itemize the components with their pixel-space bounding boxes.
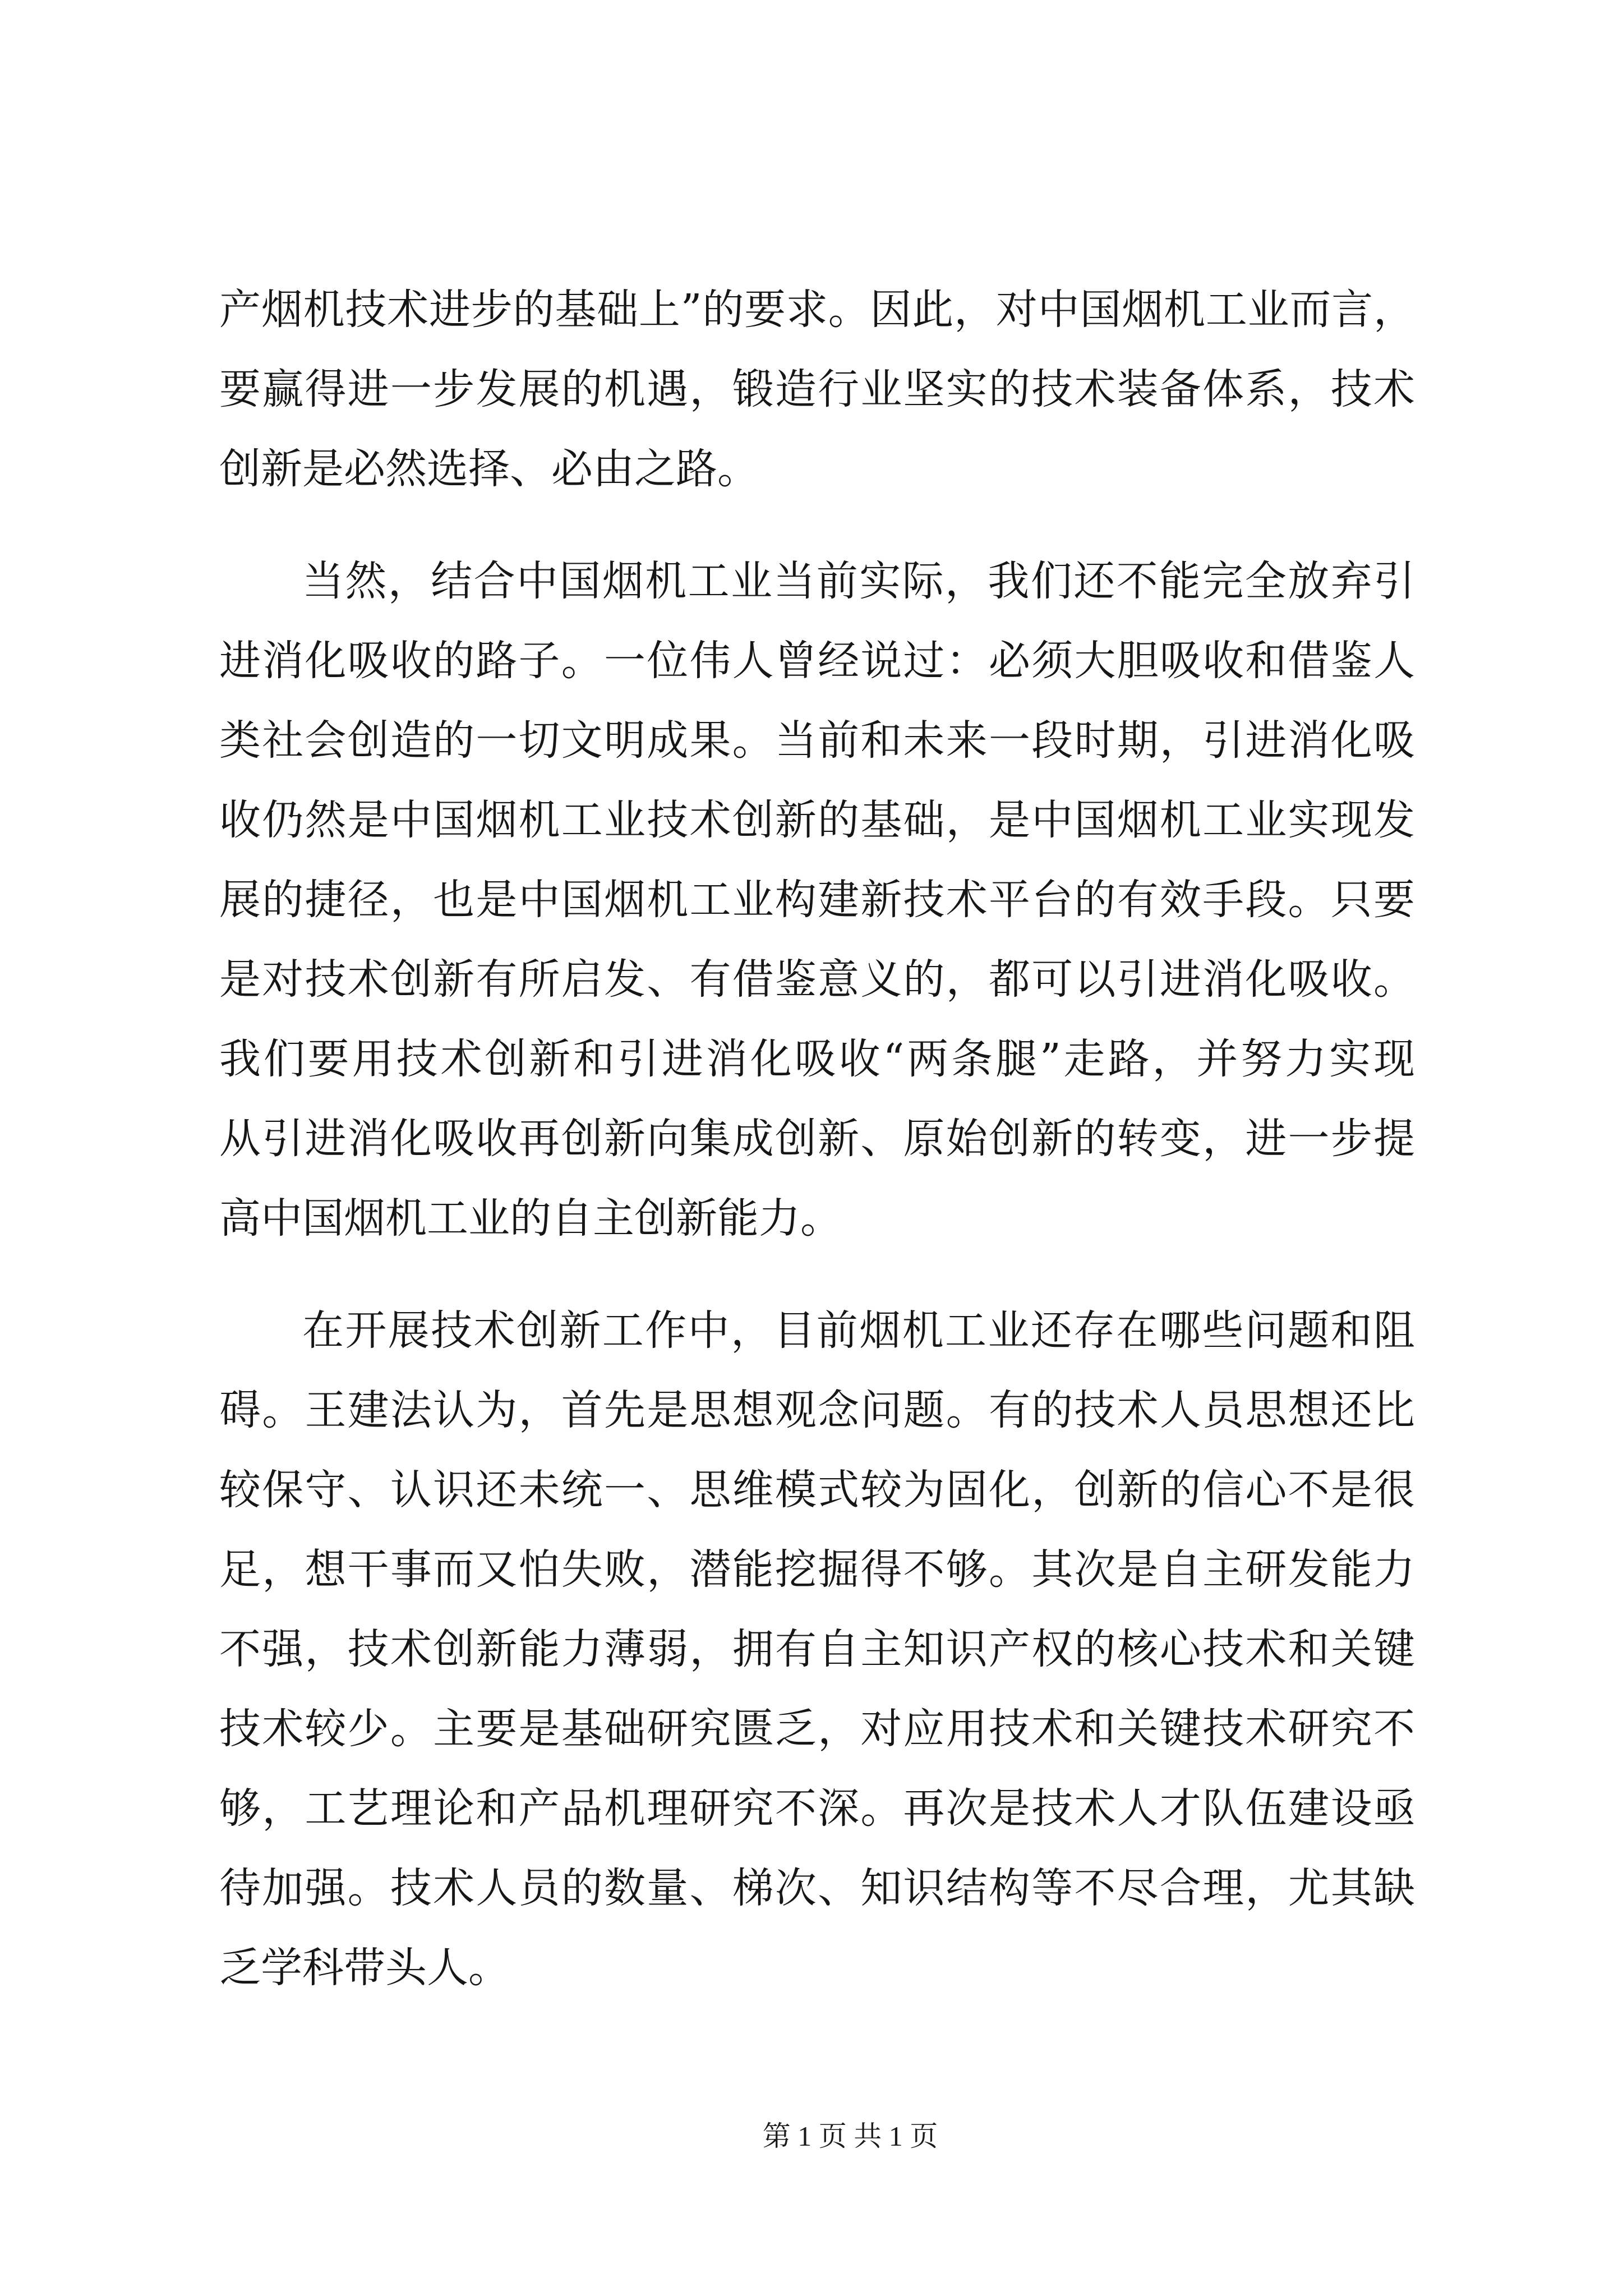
text-line: 创新是必然选择、必由之路。 bbox=[219, 445, 759, 493]
text-line: 技术较少。主要是基础研究匮乏，对应用技术和关键技术研究不 bbox=[219, 1705, 1415, 1753]
text-line: 待加强。技术人员的数量、梯次、知识结构等不尽合理，尤其缺 bbox=[219, 1864, 1415, 1912]
text-line: 在开展技术创新工作中，目前烟机工业还存在哪些问题和阻 bbox=[302, 1306, 1415, 1355]
text-line: 产烟机技术进步的基础上”的要求。因此，对中国烟机工业而言， bbox=[219, 286, 1415, 334]
text-line: 够，工艺理论和产品机理研究不深。再次是技术人才队伍建设亟 bbox=[219, 1784, 1415, 1833]
text-line: 足，想干事而又怕失败，潜能挖掘得不够。其次是自主研发能力 bbox=[219, 1545, 1415, 1594]
text-line: 我们要用技术创新和引进消化吸收“两条腿”走路，并努力实现 bbox=[219, 1035, 1415, 1083]
text-line: 展的捷径，也是中国烟机工业构建新技术平台的有效手段。只要 bbox=[219, 876, 1415, 924]
document-body bbox=[219, 270, 1415, 2008]
text-line: 要赢得进一步发展的机遇，锻造行业坚实的技术装备体系，技术 bbox=[219, 365, 1415, 413]
paragraph bbox=[219, 541, 1415, 1258]
text-line: 类社会创造的一切文明成果。当前和未来一段时期，引进消化吸 bbox=[219, 716, 1415, 765]
paragraph bbox=[219, 270, 1415, 509]
text-line: 不强，技术创新能力薄弱，拥有自主知识产权的核心技术和关键 bbox=[219, 1625, 1415, 1673]
text-line: 收仍然是中国烟机工业技术创新的基础，是中国烟机工业实现发 bbox=[219, 796, 1415, 844]
text-line: 乏学科带头人。 bbox=[219, 1944, 510, 1992]
text-line: 高中国烟机工业的自主创新能力。 bbox=[219, 1194, 842, 1243]
text-line: 当然，结合中国烟机工业当前实际，我们还不能完全放弃引 bbox=[302, 557, 1415, 605]
paragraph bbox=[219, 1291, 1415, 2008]
text-line: 从引进消化吸收再创新向集成创新、原始创新的转变，进一步提 bbox=[219, 1115, 1415, 1163]
text-line: 进消化吸收的路子。一位伟人曾经说过：必须大胆吸收和借鉴人 bbox=[219, 637, 1415, 685]
text-line: 较保守、认识还未统一、思维模式较为固化，创新的信心不是很 bbox=[219, 1466, 1415, 1514]
text-line: 碍。王建法认为，首先是思想观念问题。有的技术人员思想还比 bbox=[219, 1386, 1415, 1434]
page-footer: 第 1 页 共 1 页 bbox=[762, 2120, 938, 2152]
text-line: 是对技术创新有所启发、有借鉴意义的，都可以引进消化吸收。 bbox=[219, 955, 1415, 1004]
